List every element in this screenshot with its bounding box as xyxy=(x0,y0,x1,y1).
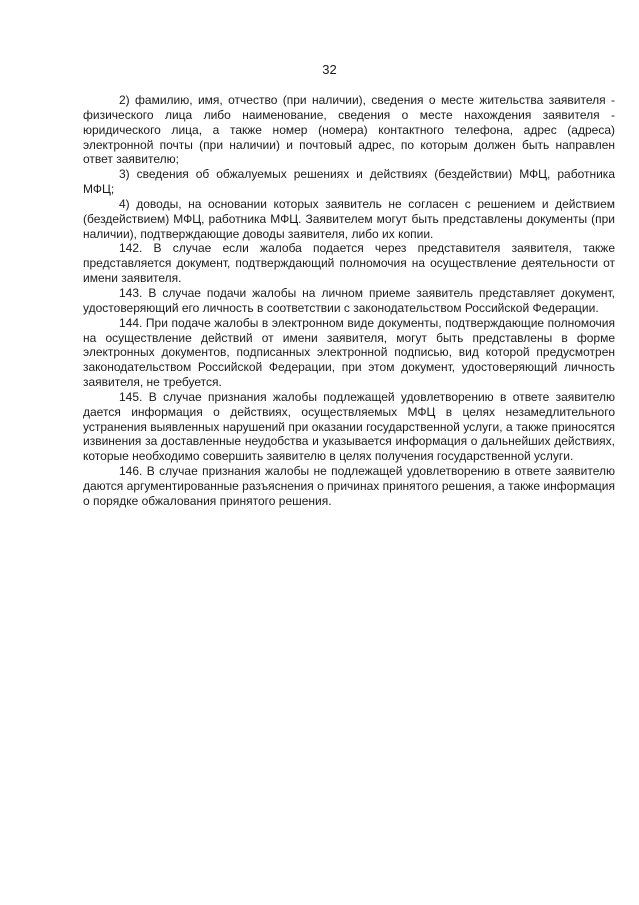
paragraph-145: 145. В случае признания жалобы подлежащей удовлетворению в ответе заявителю дается информация о действиях, осуществляемых МФЦ в целях незамедлительного устранения выявленных нарушений при оказании государственной услуги, а также приносятся извинения за доставленные неудобства и указывается информация о дальнейших действиях, которые необходимо совершить заявителю в целях получения государственной услуги. xyxy=(83,389,615,464)
paragraph-142: 142. В случае если жалоба подается через представителя заявителя, также представляется документ, подтверждающий полномочия на осуществление деятельности от имени заявителя. xyxy=(83,241,615,286)
paragraph-143: 143. В случае подачи жалобы на личном приеме заявитель представляет документ, удостоверяющий его личность в соответствии с законодательством Российской Федерации. xyxy=(83,285,615,315)
paragraph-item-3: 3) сведения об обжалуемых решениях и действиях (бездействии) МФЦ, работника МФЦ; xyxy=(83,167,615,197)
paragraph-144: 144. При подаче жалобы в электронном виде документы, подтверждающие полномочия на осуществление действий от имени заявителя, могут быть представлены в форме электронных документов, подписанных электронной подписью, вид которой предусмотрен законодательством Российской Федерации, при этом документ, удостоверяющий личность заявителя, не требуется. xyxy=(83,315,615,390)
paragraph-146: 146. В случае признания жалобы не подлежащей удовлетворению в ответе заявителю даются аргументированные разъяснения о причинах принятого решения, а также информация о порядке обжалования принятого решения. xyxy=(83,464,615,508)
page-number: 32 xyxy=(322,62,337,77)
paragraph-item-4: 4) доводы, на основании которых заявитель не согласен с решением и действием (бездействием) МФЦ, работника МФЦ. Заявителем могут быть представлены документы (при наличии), подтверждающие доводы заявителя, либо их копии. xyxy=(83,196,615,241)
paragraph-item-2: 2) фамилию, имя, отчество (при наличии), сведения о месте жительства заявителя - физического лица либо наименование, сведения о месте нахождения заявителя - юридического лица, а также номер (номера) контактного телефона, адрес (адреса) электронной почты (при наличии) и почтовый адрес, по которым должен быть направлен ответ заявителю; xyxy=(83,93,615,167)
document-body xyxy=(83,93,615,509)
